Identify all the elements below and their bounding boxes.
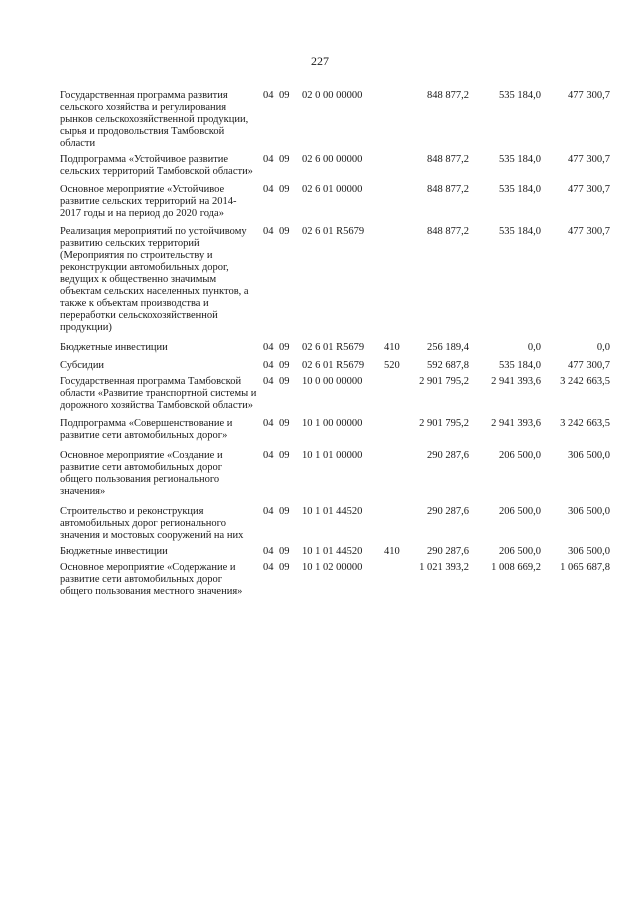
row-value-year1: 1 021 393,2 — [419, 562, 469, 573]
budget-table — [0, 90, 640, 598]
row-subsection: 09 — [279, 506, 290, 517]
row-subsection: 09 — [279, 184, 290, 195]
row-value-year3: 477 300,7 — [568, 360, 610, 371]
row-name: Государственная программа Тамбовской области «Развитие транспортной системы и дорожного хозяйства Тамбовской области» — [60, 376, 257, 411]
table-row — [0, 546, 640, 558]
row-section: 04 — [263, 546, 274, 557]
row-name: Подпрограмма «Совершенствование и развитие сети автомобильных дорог» — [60, 418, 233, 441]
row-subsection: 09 — [279, 90, 290, 101]
row-name: Основное мероприятие «Содержание и развитие сети автомобильных дорог общего пользования местного значения» — [60, 562, 243, 597]
row-value-year2: 206 500,0 — [499, 450, 541, 461]
row-name: Бюджетные инвестиции — [60, 342, 168, 353]
table-row — [0, 418, 640, 442]
row-value-year3: 306 500,0 — [568, 506, 610, 517]
row-section: 04 — [263, 90, 274, 101]
table-row — [0, 376, 640, 412]
row-expense-type: 520 — [384, 360, 400, 371]
row-section: 04 — [263, 360, 274, 371]
row-target-article: 02 0 00 00000 — [302, 90, 363, 101]
row-subsection: 09 — [279, 154, 290, 165]
row-value-year2: 206 500,0 — [499, 546, 541, 557]
row-value-year3: 477 300,7 — [568, 154, 610, 165]
row-value-year2: 535 184,0 — [499, 90, 541, 101]
row-value-year2: 535 184,0 — [499, 360, 541, 371]
row-value-year3: 1 065 687,8 — [560, 562, 610, 573]
row-value-year2: 535 184,0 — [499, 226, 541, 237]
row-subsection: 09 — [279, 360, 290, 371]
row-section: 04 — [263, 154, 274, 165]
row-section: 04 — [263, 562, 274, 573]
table-row — [0, 226, 640, 334]
row-value-year1: 290 287,6 — [427, 546, 469, 557]
row-value-year1: 848 877,2 — [427, 154, 469, 165]
row-target-article: 10 1 01 44520 — [302, 506, 363, 517]
row-target-article: 10 1 02 00000 — [302, 562, 363, 573]
row-section: 04 — [263, 184, 274, 195]
table-row — [0, 450, 640, 498]
row-value-year3: 3 242 663,5 — [560, 418, 610, 429]
row-value-year2: 535 184,0 — [499, 184, 541, 195]
row-subsection: 09 — [279, 342, 290, 353]
row-target-article: 10 0 00 00000 — [302, 376, 363, 387]
row-value-year1: 848 877,2 — [427, 226, 469, 237]
row-value-year3: 3 242 663,5 — [560, 376, 610, 387]
row-value-year1: 848 877,2 — [427, 184, 469, 195]
row-name: Субсидии — [60, 360, 105, 371]
row-value-year1: 848 877,2 — [427, 90, 469, 101]
row-name: Государственная программа развития сельского хозяйства и регулирования рынков сельскохозяйственной продукции, сырья и продовольствия Тамбовской области — [60, 90, 249, 149]
row-value-year2: 2 941 393,6 — [491, 376, 541, 387]
row-subsection: 09 — [279, 226, 290, 237]
table-row — [0, 342, 640, 354]
row-value-year1: 290 287,6 — [427, 506, 469, 517]
row-value-year1: 2 901 795,2 — [419, 418, 469, 429]
row-target-article: 10 1 01 00000 — [302, 450, 363, 461]
row-value-year1: 2 901 795,2 — [419, 376, 469, 387]
row-subsection: 09 — [279, 562, 290, 573]
row-value-year3: 477 300,7 — [568, 184, 610, 195]
row-value-year2: 1 008 669,2 — [491, 562, 541, 573]
row-section: 04 — [263, 226, 274, 237]
row-expense-type: 410 — [384, 342, 400, 353]
row-target-article: 02 6 01 R5679 — [302, 342, 365, 353]
row-value-year2: 0,0 — [527, 342, 541, 353]
row-target-article: 02 6 01 R5679 — [302, 360, 365, 371]
row-section: 04 — [263, 506, 274, 517]
table-row — [0, 562, 640, 598]
row-section: 04 — [263, 342, 274, 353]
row-value-year1: 592 687,8 — [427, 360, 469, 371]
row-target-article: 02 6 00 00000 — [302, 154, 363, 165]
row-target-article: 02 6 01 00000 — [302, 184, 363, 195]
row-value-year2: 2 941 393,6 — [491, 418, 541, 429]
row-name: Подпрограмма «Устойчивое развитие сельских территорий Тамбовской области» — [60, 154, 253, 177]
row-value-year3: 477 300,7 — [568, 226, 610, 237]
row-value-year1: 256 189,4 — [427, 342, 469, 353]
row-subsection: 09 — [279, 376, 290, 387]
row-value-year2: 206 500,0 — [499, 506, 541, 517]
row-subsection: 09 — [279, 418, 290, 429]
row-value-year3: 477 300,7 — [568, 90, 610, 101]
row-subsection: 09 — [279, 546, 290, 557]
row-section: 04 — [263, 450, 274, 461]
row-value-year3: 306 500,0 — [568, 450, 610, 461]
row-subsection: 09 — [279, 450, 290, 461]
row-target-article: 10 1 00 00000 — [302, 418, 363, 429]
table-row — [0, 154, 640, 178]
table-row — [0, 360, 640, 372]
row-target-article: 02 6 01 R5679 — [302, 226, 365, 237]
row-value-year3: 306 500,0 — [568, 546, 610, 557]
row-value-year3: 0,0 — [596, 342, 610, 353]
table-row — [0, 506, 640, 542]
page-number: 227 — [311, 54, 329, 68]
row-name: Основное мероприятие «Устойчивое развитие сельских территорий на 2014-2017 годы и на период до 2020 года» — [60, 184, 237, 219]
row-name: Строительство и реконструкция автомобильных дорог регионального значения и мостовых сооружений на них — [60, 506, 244, 541]
table-row — [0, 90, 640, 150]
row-name: Основное мероприятие «Создание и развитие сети автомобильных дорог общего пользования регионального значения» — [60, 450, 223, 497]
row-target-article: 10 1 01 44520 — [302, 546, 363, 557]
row-value-year2: 535 184,0 — [499, 154, 541, 165]
row-value-year1: 290 287,6 — [427, 450, 469, 461]
table-row — [0, 184, 640, 220]
row-expense-type: 410 — [384, 546, 400, 557]
row-section: 04 — [263, 418, 274, 429]
row-section: 04 — [263, 376, 274, 387]
row-name: Бюджетные инвестиции — [60, 546, 168, 557]
row-name: Реализация мероприятий по устойчивому развитию сельских территорий (Мероприятия по строительству и реконструкции автомобильных дорог, ведущих к общественно значимым объектам сельских населенных пунктов, а также к объектам производства и переработки сельскохозяйственной продукции) — [60, 226, 249, 333]
